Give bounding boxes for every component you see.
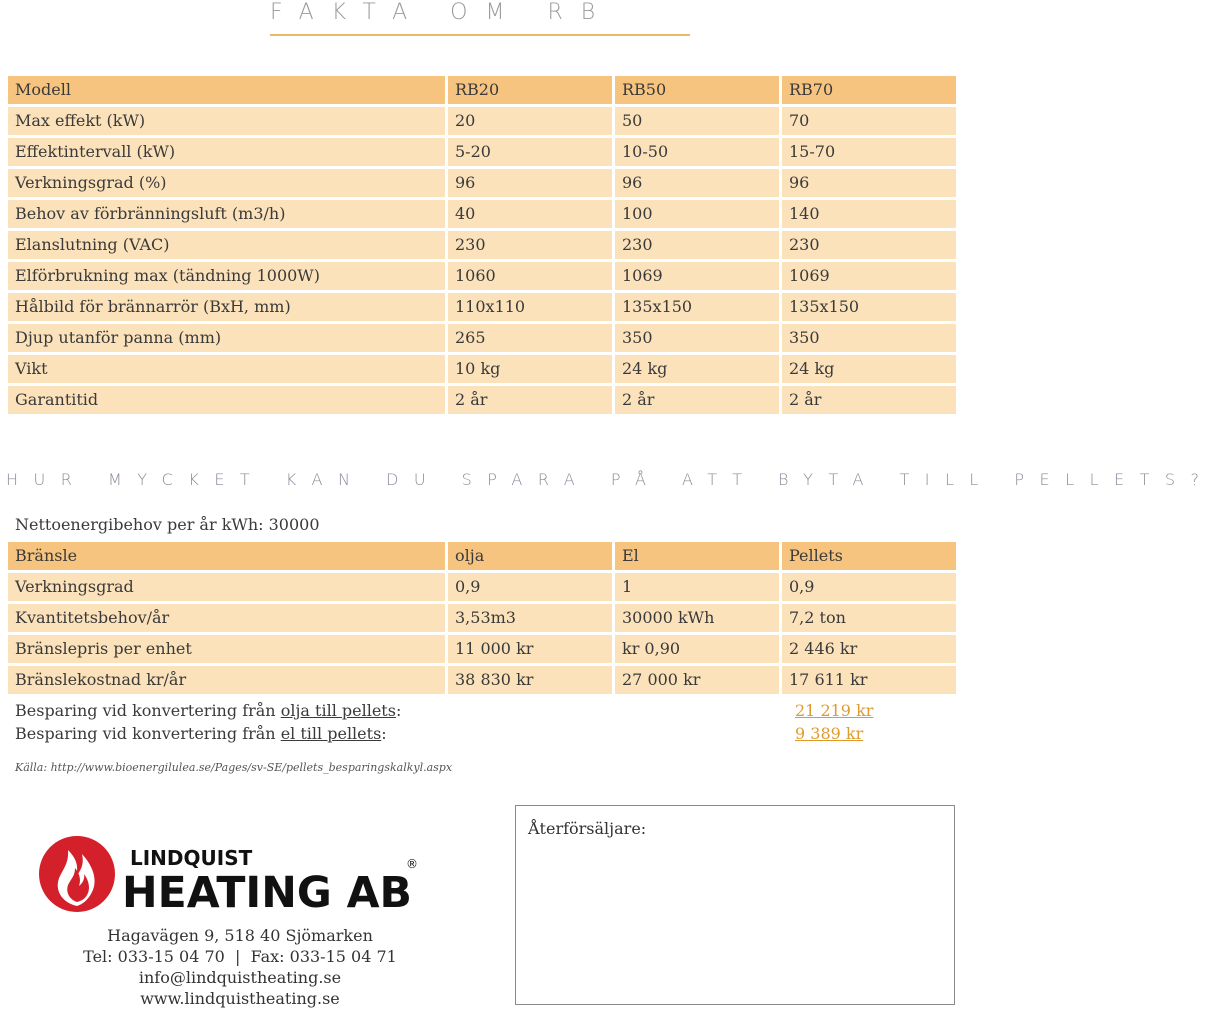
oil-to-pellets-text: olja till pellets [280,701,396,720]
spec-cell: Garantitid [8,386,445,414]
company-logo [38,832,423,917]
spec-row [8,324,956,352]
page-title: FAKTA OM RB [270,0,690,36]
spec-cell: 1060 [448,262,612,290]
logo-line2: HEATING AB [122,868,412,918]
spec-header-cell: Modell [8,76,445,104]
calc-cell: 30000 kWh [615,604,779,632]
calc-cell: Bränslepris per enhet [8,635,445,663]
spec-cell: 10-50 [615,138,779,166]
flame-logo-icon [38,832,423,917]
registered-mark: ® [406,857,418,871]
spec-cell: 70 [782,107,956,135]
spec-cell: 110x110 [448,293,612,321]
saving-suffix: : [381,724,387,743]
spec-cell: Elförbrukning max (tändning 1000W) [8,262,445,290]
spec-row [8,107,956,135]
spec-cell: 350 [615,324,779,352]
spec-cell: 265 [448,324,612,352]
spec-cell: 10 kg [448,355,612,383]
spec-row [8,231,956,259]
calc-cell: 27 000 kr [615,666,779,694]
calc-cell: 0,9 [448,573,612,601]
calc-header-cell: Pellets [782,542,956,570]
calc-header-cell: El [615,542,779,570]
energy-need-label: Nettoenergibehov per år kWh: 30000 [15,515,320,534]
saving-suffix: : [395,701,402,720]
calc-row [8,635,956,663]
spec-cell: 96 [782,169,956,197]
specs-table [8,76,956,417]
spec-cell: Verkningsgrad (%) [8,169,445,197]
el-saving-label [15,724,387,744]
spec-cell: Djup utanför panna (mm) [8,324,445,352]
calc-row [8,666,956,694]
oil-saving-label [15,701,401,721]
spec-cell: 1069 [782,262,956,290]
spec-row [8,293,956,321]
spec-cell: 24 kg [782,355,956,383]
spec-cell: 5-20 [448,138,612,166]
spec-header-row [8,76,956,104]
company-address [70,925,410,1009]
spec-header-cell: RB20 [448,76,612,104]
spec-cell: 2 år [782,386,956,414]
spec-cell: 1069 [615,262,779,290]
spec-row [8,169,956,197]
calc-row [8,573,956,601]
calc-cell: 0,9 [782,573,956,601]
source-citation: Källa: http://www.bioenergilulea.se/Pages/sv-SE/pellets_besparingskalkyl.aspx [15,761,453,774]
spec-cell: 15-70 [782,138,956,166]
address-email: info@lindquistheating.se [138,968,342,987]
calc-header-cell: Bränsle [8,542,445,570]
spec-cell: Elanslutning (VAC) [8,231,445,259]
savings-question-heading: HUR MYCKET KAN DU SPARA PÅ ATT BYTA TILL PELLETS? [6,470,1215,489]
el-to-pellets-text: el till pellets [280,724,382,743]
calc-cell: 11 000 kr [448,635,612,663]
calc-cell: 2 446 kr [782,635,956,663]
spec-row [8,386,956,414]
address-phone: Tel: 033-15 04 70 | Fax: 033-15 04 71 [83,947,397,966]
spec-cell: 135x150 [615,293,779,321]
fuel-cost-table [8,542,956,697]
spec-cell: 100 [615,200,779,228]
spec-row [8,138,956,166]
spec-cell: Behov av förbränningsluft (m3/h) [8,200,445,228]
spec-cell: 20 [448,107,612,135]
dealer-label: Återförsäljare: [528,819,647,838]
spec-cell: 230 [448,231,612,259]
spec-header-cell: RB50 [615,76,779,104]
calc-header-row [8,542,956,570]
calc-cell: Kvantitetsbehov/år [8,604,445,632]
calc-cell: Verkningsgrad [8,573,445,601]
el-saving-value: 9 389 kr [795,724,864,743]
calc-cell: 3,53m3 [448,604,612,632]
address-street: Hagavägen 9, 518 40 Sjömarken [107,926,373,945]
spec-cell: 135x150 [782,293,956,321]
calc-header-cell: olja [448,542,612,570]
calc-cell: Bränslekostnad kr/år [8,666,445,694]
spec-cell: 2 år [615,386,779,414]
spec-cell: 230 [782,231,956,259]
logo-line1: LINDQUIST [130,846,253,870]
spec-cell: 40 [448,200,612,228]
spec-row [8,200,956,228]
spec-cell: 230 [615,231,779,259]
spec-cell: 350 [782,324,956,352]
spec-cell: Vikt [8,355,445,383]
dealer-box [515,805,955,1005]
spec-cell: 140 [782,200,956,228]
spec-cell: 24 kg [615,355,779,383]
spec-cell: 96 [448,169,612,197]
spec-cell: 50 [615,107,779,135]
address-web: www.lindquistheating.se [140,989,340,1008]
saving-prefix: Besparing vid konvertering från [15,724,281,743]
spec-cell: 96 [615,169,779,197]
saving-prefix: Besparing vid konvertering från [15,701,281,720]
calc-cell: 38 830 kr [448,666,612,694]
calc-cell: kr 0,90 [615,635,779,663]
spec-row [8,355,956,383]
spec-row [8,262,956,290]
calc-cell: 1 [615,573,779,601]
oil-saving-value: 21 219 kr [795,701,874,720]
spec-cell: Max effekt (kW) [8,107,445,135]
spec-cell: Hålbild för brännarrör (BxH, mm) [8,293,445,321]
calc-cell: 17 611 kr [782,666,956,694]
spec-header-cell: RB70 [782,76,956,104]
calc-row [8,604,956,632]
calc-cell: 7,2 ton [782,604,956,632]
spec-cell: 2 år [448,386,612,414]
spec-cell: Effektintervall (kW) [8,138,445,166]
